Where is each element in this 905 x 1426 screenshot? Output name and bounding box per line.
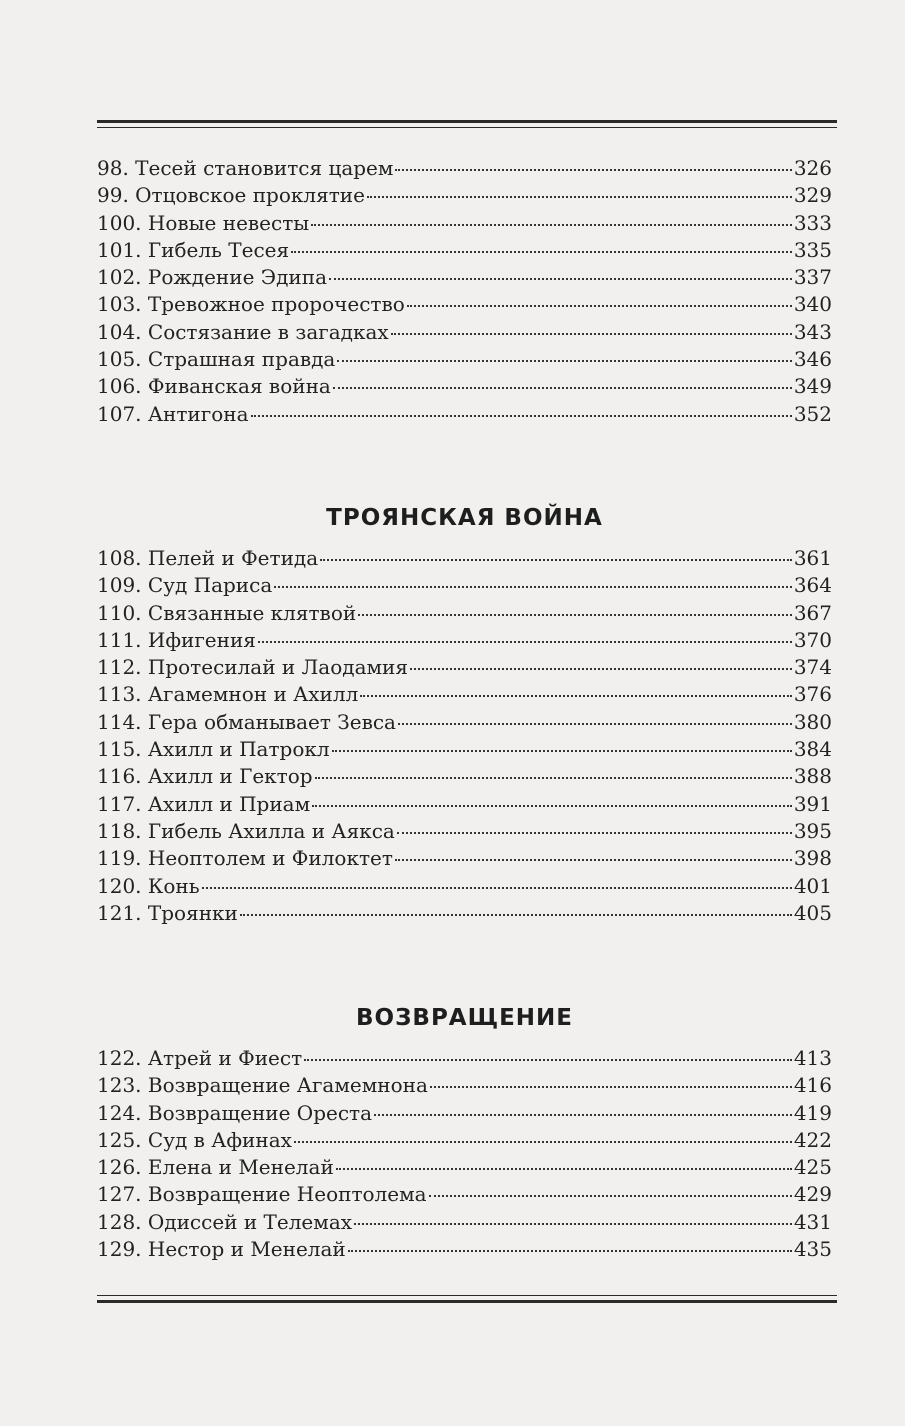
toc-section-theseus-oedipus	[97, 155, 832, 428]
toc-entry	[97, 1236, 832, 1263]
toc-section-return	[97, 1045, 832, 1263]
toc-entry	[97, 210, 832, 237]
toc-entry	[97, 264, 832, 291]
toc-entry	[97, 1181, 832, 1208]
dot-leader	[336, 1168, 792, 1170]
toc-entry-page: 405	[793, 900, 832, 925]
toc-entry-page: 335	[793, 237, 832, 262]
toc-entry	[97, 873, 832, 900]
toc-entry-page: 326	[793, 156, 832, 180]
toc-entry-page: 340	[793, 292, 832, 317]
toc-entry	[97, 572, 832, 599]
toc-entry	[97, 736, 832, 763]
toc-entry-page: 337	[793, 265, 832, 290]
dot-leader	[291, 251, 792, 253]
dot-leader	[354, 1223, 792, 1225]
toc-entry	[97, 319, 832, 346]
dot-leader	[367, 196, 792, 198]
toc-entry	[97, 545, 832, 572]
toc-entry-title: 113. Агамемнон и Ахилл	[97, 682, 359, 707]
toc-entry-page: 376	[793, 682, 832, 707]
dot-leader	[429, 1195, 792, 1197]
toc-entry-page: 391	[793, 791, 832, 816]
toc-entry-title: 129. Нестор и Менелай	[97, 1237, 346, 1262]
toc-entry-title: 112. Протесилай и Лаодамия	[97, 655, 409, 680]
toc-entry-page: 395	[793, 818, 832, 843]
toc-entry-page: 384	[793, 737, 832, 762]
toc-entry-page: 349	[793, 374, 832, 399]
toc-entry	[97, 1209, 832, 1236]
toc-entry	[97, 373, 832, 400]
dot-leader	[311, 224, 792, 226]
section-heading-trojan-war: ТРОЯНСКАЯ ВОЙНА	[326, 505, 603, 531]
dot-leader	[315, 777, 792, 779]
toc-entry	[97, 600, 832, 627]
dot-leader	[251, 415, 792, 417]
toc-entry-title: 128. Одиссей и Телемах	[97, 1209, 353, 1234]
dot-leader	[430, 1086, 792, 1088]
dot-leader	[202, 887, 792, 889]
dot-leader	[329, 278, 792, 280]
dot-leader	[374, 1114, 792, 1116]
section-heading-return: ВОЗВРАЩЕНИЕ	[355, 1005, 574, 1031]
dot-leader	[240, 914, 792, 916]
toc-entry	[97, 818, 832, 845]
dot-leader	[332, 750, 792, 752]
toc-entry-page: 370	[793, 627, 832, 652]
toc-entry-page: 401	[793, 873, 832, 898]
dot-leader	[391, 333, 792, 335]
toc-entry-page: 333	[793, 210, 832, 235]
dot-leader	[407, 305, 792, 307]
toc-entry-page: 374	[793, 655, 832, 680]
toc-entry-title: 117. Ахилл и Приам	[97, 791, 311, 816]
toc-entry-page: 416	[793, 1073, 832, 1098]
toc-entry-title: 105. Страшная правда	[97, 347, 336, 372]
toc-entry	[97, 1154, 832, 1181]
toc-entry-title: 122. Атрей и Фиест	[97, 1046, 303, 1070]
toc-entry	[97, 291, 832, 318]
toc-entry-title: 123. Возвращение Агамемнона	[97, 1073, 428, 1098]
toc-entry-title: 120. Конь	[97, 873, 200, 898]
dot-leader	[358, 614, 792, 616]
toc-entry-title: 108. Пелей и Фетида	[97, 546, 319, 570]
dot-leader	[312, 805, 792, 807]
toc-entry	[97, 1127, 832, 1154]
dot-leader	[333, 387, 792, 389]
toc-entry-title: 99. Отцовское проклятие	[97, 183, 365, 208]
toc-entry-title: 127. Возвращение Неоптолема	[97, 1182, 427, 1207]
toc-entry-page: 343	[793, 319, 832, 344]
toc-entry	[97, 155, 832, 182]
toc-entry-page: 352	[793, 401, 832, 426]
toc-entry-title: 110. Связанные клятвой	[97, 600, 357, 625]
toc-entry	[97, 654, 832, 681]
toc-entry-title: 109. Суд Париса	[97, 573, 273, 598]
toc-entry	[97, 1100, 832, 1127]
toc-entry	[97, 709, 832, 736]
toc-entry	[97, 791, 832, 818]
toc-entry	[97, 845, 832, 872]
toc-entry-title: 121. Троянки	[97, 900, 238, 925]
toc-entry-title: 98. Тесей становится царем	[97, 156, 394, 180]
toc-entry	[97, 763, 832, 790]
toc-entry	[97, 1072, 832, 1099]
dot-leader	[320, 559, 792, 561]
toc-entry-title: 118. Гибель Ахилла и Аякса	[97, 818, 395, 843]
dot-leader	[304, 1059, 792, 1061]
toc-entry-page: 429	[793, 1182, 832, 1207]
toc-entry-title: 115. Ахилл и Патрокл	[97, 737, 330, 762]
toc-entry-page: 431	[793, 1209, 832, 1234]
toc-entry-title: 111. Ифигения	[97, 627, 256, 652]
toc-entry-title: 119. Неоптолем и Филоктет	[97, 846, 393, 871]
toc-entry-title: 126. Елена и Менелай	[97, 1155, 334, 1180]
toc-entry-title: 106. Фиванская война	[97, 374, 331, 399]
dot-leader	[258, 641, 792, 643]
toc-entry	[97, 182, 832, 209]
toc-entry-page: 398	[793, 846, 832, 871]
dot-leader	[337, 360, 791, 362]
toc-entry-page: 388	[793, 764, 832, 789]
toc-entry-title: 101. Гибель Тесея	[97, 237, 290, 262]
toc-entry-page: 425	[793, 1155, 832, 1180]
toc-entry-title: 104. Состязание в загадках	[97, 319, 389, 344]
toc-entry	[97, 900, 832, 927]
toc-entry-page: 413	[793, 1046, 832, 1070]
dot-leader	[395, 859, 792, 861]
toc-entry-title: 124. Возвращение Ореста	[97, 1100, 373, 1125]
toc-entry-page: 422	[793, 1127, 832, 1152]
toc-entry-page: 329	[793, 183, 832, 208]
toc-entry-page: 361	[793, 546, 832, 570]
toc-section-trojan-war	[97, 545, 832, 927]
dot-leader	[360, 695, 792, 697]
toc-entry-title: 100. Новые невесты	[97, 210, 310, 235]
toc-entry-page: 364	[793, 573, 832, 598]
toc-entry	[97, 1045, 832, 1072]
toc-entry	[97, 237, 832, 264]
toc-entry	[97, 401, 832, 428]
top-rule	[97, 120, 837, 128]
toc-entry-title: 107. Антигона	[97, 401, 249, 426]
toc-entry-title: 125. Суд в Афинах	[97, 1127, 292, 1152]
toc-entry-page: 435	[793, 1237, 832, 1262]
toc-entry-title: 102. Рождение Эдипа	[97, 265, 327, 290]
dot-leader	[397, 832, 792, 834]
toc-entry	[97, 346, 832, 373]
bottom-rule	[97, 1295, 837, 1303]
dot-leader	[348, 1250, 792, 1252]
toc-entry-page: 367	[793, 600, 832, 625]
dot-leader	[274, 586, 792, 588]
dot-leader	[395, 169, 791, 171]
toc-entry-title: 116. Ахилл и Гектор	[97, 764, 313, 789]
dot-leader	[398, 723, 792, 725]
dot-leader	[410, 668, 792, 670]
dot-leader	[294, 1141, 792, 1143]
toc-entry-page: 419	[793, 1100, 832, 1125]
toc-entry-page: 380	[793, 709, 832, 734]
toc-entry-page: 346	[793, 347, 832, 372]
toc-entry	[97, 627, 832, 654]
toc-entry-title: 114. Гера обманывает Зевса	[97, 709, 396, 734]
toc-entry-title: 103. Тревожное пророчество	[97, 292, 405, 317]
toc-entry	[97, 681, 832, 708]
